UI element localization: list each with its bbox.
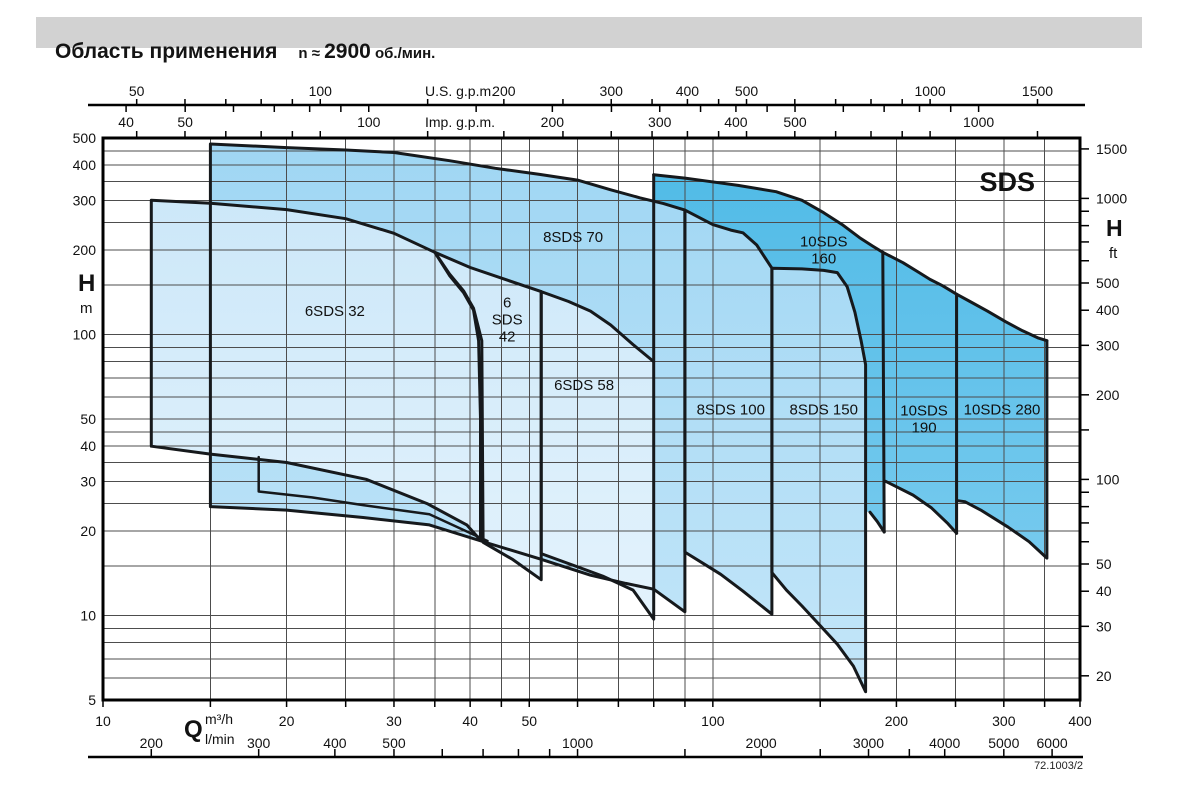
q-lmin-label: 6000 [1036, 735, 1068, 751]
q-lmin-label: 300 [246, 735, 271, 751]
us-gpm-label: 1500 [1021, 83, 1054, 99]
us-gpm-label: 1000 [914, 83, 946, 99]
h-m-label: 200 [72, 241, 96, 258]
label-6sds-32: 6SDS 32 [304, 303, 365, 321]
q-m3h-label: 50 [521, 713, 538, 729]
speed-unit: об./мин. [374, 45, 436, 62]
h-m-label: 5 [88, 692, 96, 708]
h-m-label: 10 [80, 607, 96, 624]
h-m-label: 40 [80, 438, 96, 455]
us-gpm-label: 200 [492, 83, 516, 99]
q-lmin-label: 200 [139, 735, 163, 751]
h-m-label: 30 [80, 473, 96, 490]
q-lmin-label: 3000 [852, 735, 885, 751]
label-6sds-42: 42 [498, 328, 516, 346]
page-title: Область применения [55, 40, 278, 63]
h-axis-letter-left: H [78, 270, 96, 297]
q-lmin-label: 2000 [745, 735, 777, 751]
doc-number: 72.1003/2 [1034, 760, 1083, 772]
h-m-label: 500 [72, 130, 96, 146]
q-lmin-label: 1000 [561, 735, 594, 751]
us-gpm-label: 100 [308, 83, 332, 99]
label-10sds-160: 160 [811, 250, 837, 268]
q-m3h-label: 40 [462, 713, 478, 729]
label-8sds-70: 8SDS 70 [543, 229, 604, 247]
q-axis-unit-m3h: m³/h [205, 711, 233, 727]
q-m3h-label: 20 [278, 713, 295, 729]
q-m3h-label: 200 [884, 713, 909, 729]
h-axis-unit-right: ft [1109, 245, 1118, 262]
q-m3h-label: 400 [1068, 713, 1092, 729]
h-ft-label: 500 [1096, 274, 1120, 291]
us-gpm-label: 300 [599, 83, 623, 99]
h-m-label: 300 [72, 192, 96, 209]
label-10sds-190: 10SDS [900, 402, 948, 420]
label-6sds-42: 6 [503, 294, 512, 312]
imp-gpm-axis-title: Imp. g.p.m. [424, 114, 496, 130]
speed-prefix: n ≈ [298, 45, 320, 62]
label-10sds-280: 10SDS 280 [963, 401, 1041, 419]
q-m3h-label: 10 [95, 713, 111, 729]
us-gpm-axis-title: U.S. g.p.m. [424, 83, 496, 99]
q-lmin-label: 4000 [929, 735, 961, 751]
imp-gpm-label: 50 [177, 114, 193, 130]
q-m3h-label: 100 [701, 713, 725, 729]
h-m-label: 100 [72, 326, 96, 343]
q-m3h-label: 30 [386, 713, 402, 729]
imp-gpm-label: 500 [783, 114, 807, 130]
us-gpm-label: 500 [734, 83, 759, 99]
h-m-label: 400 [72, 157, 96, 174]
label-10sds-190: 190 [911, 419, 937, 437]
label-6sds-58: 6SDS 58 [554, 377, 615, 395]
h-ft-label: 20 [1096, 667, 1112, 684]
h-ft-label: 300 [1096, 337, 1120, 354]
h-ft-label: 400 [1096, 302, 1120, 319]
h-axis-letter-right: H [1106, 215, 1123, 241]
h-ft-label: 30 [1096, 618, 1112, 635]
imp-gpm-label: 400 [724, 114, 748, 130]
imp-gpm-label: 1000 [963, 114, 995, 130]
speed-value: 2900 [324, 40, 371, 63]
h-ft-label: 100 [1096, 471, 1120, 488]
h-ft-label: 1000 [1096, 190, 1128, 207]
imp-gpm-label: 100 [357, 114, 381, 130]
q-lmin-label: 400 [323, 735, 347, 751]
us-gpm-label: 400 [675, 83, 700, 99]
h-m-label: 50 [80, 411, 96, 427]
h-ft-label: 200 [1096, 386, 1120, 403]
q-axis-letter: Q [184, 716, 203, 743]
q-axis-unit-lmin: l/min [205, 731, 235, 747]
h-ft-label: 50 [1096, 555, 1112, 572]
label-8sds-150: 8SDS 150 [789, 401, 858, 419]
label-10sds-160: 10SDS [799, 233, 848, 251]
h-ft-label: 40 [1096, 583, 1112, 600]
us-gpm-label: 50 [128, 83, 145, 99]
q-lmin-label: 500 [382, 735, 406, 751]
imp-gpm-label: 200 [540, 114, 565, 130]
h-m-label: 20 [80, 522, 96, 539]
imp-gpm-label: 300 [648, 114, 672, 130]
label-sds-series: SDS [979, 166, 1036, 197]
q-lmin-label: 5000 [988, 735, 1020, 751]
region-10sds-family-edge [883, 252, 884, 532]
label-6sds-42: SDS [491, 311, 523, 329]
h-axis-unit-left: m [80, 300, 93, 317]
q-m3h-label: 300 [992, 713, 1016, 729]
label-8sds-100: 8SDS 100 [696, 401, 765, 419]
imp-gpm-label: 40 [118, 114, 134, 130]
h-ft-label: 1500 [1096, 140, 1128, 157]
